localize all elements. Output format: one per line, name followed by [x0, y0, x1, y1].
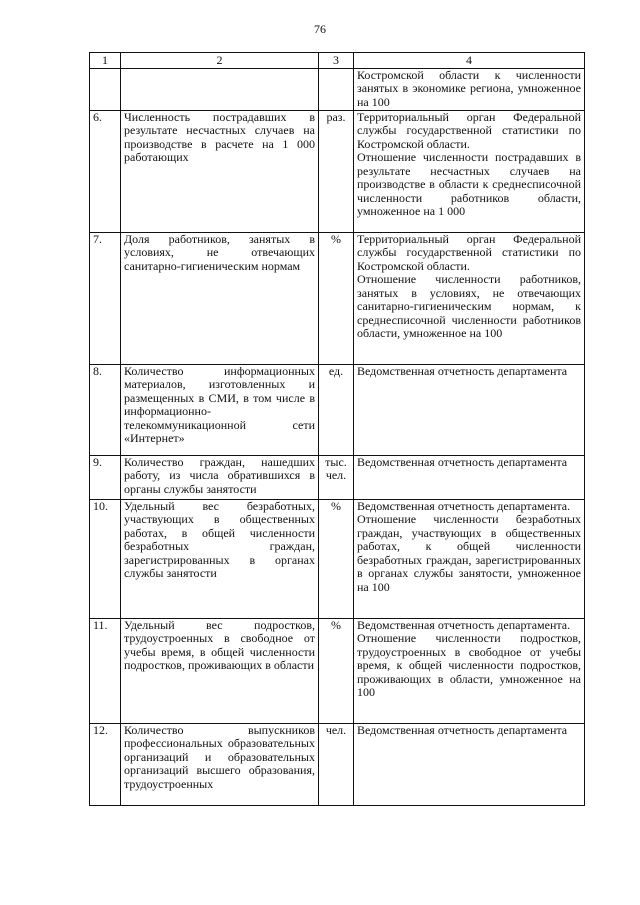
- source-cell: [354, 618, 585, 723]
- unit-cell: раз.: [319, 110, 354, 232]
- source-text: Ведомственная отчетность департамента: [357, 722, 568, 737]
- unit-cell: [319, 68, 354, 110]
- indicator-name: [121, 68, 319, 110]
- row-number: 8.: [90, 364, 121, 455]
- source-text: Территориальный орган Федеральной службы государственной статистики по Костромской области.: [357, 109, 581, 151]
- row-number: 10.: [90, 499, 121, 618]
- table-row: [90, 110, 585, 232]
- unit-cell: ед.: [319, 364, 354, 455]
- source-text: Отношение численности подростков, трудоустроенных в свободное от учебы время, к общей численности подростков, проживающих в области, умноженное на 100: [357, 631, 581, 699]
- source-cell: [354, 455, 585, 499]
- source-cell: [354, 499, 585, 618]
- table-row: [90, 723, 585, 805]
- source-cell: [354, 723, 585, 805]
- unit-cell: %: [319, 232, 354, 364]
- table-row: [90, 499, 585, 618]
- indicators-table: [89, 52, 585, 806]
- row-number: 11.: [90, 618, 121, 723]
- page-number: 76: [314, 22, 326, 36]
- unit-cell: %: [319, 499, 354, 618]
- source-text: Ведомственная отчетность департамента: [357, 454, 568, 469]
- header-cell: 4: [354, 53, 585, 69]
- table-row: [90, 232, 585, 364]
- table-header-row: [90, 53, 585, 69]
- source-cell: [354, 364, 585, 455]
- row-number: 12.: [90, 723, 121, 805]
- source-text: Отношение численности пострадавших в результате несчастных случаев на производстве в области к среднесписочной численности работников области, умноженное на 1 000: [357, 150, 581, 218]
- unit-cell: чел.: [319, 723, 354, 805]
- row-number: 7.: [90, 232, 121, 364]
- table-row: [90, 68, 585, 110]
- source-text: Костромской области к численности занятых в экономике региона, умноженное на 100: [357, 67, 581, 109]
- header-cell: 2: [121, 53, 319, 69]
- source-text: Отношение численности работников, занятых в условиях, не отвечающих санитарно-гигиеническим нормам, к среднесписочной численности работников области, умноженное на 100: [357, 272, 581, 340]
- source-text: Ведомственная отчетность департамента.: [357, 498, 571, 513]
- row-number: 9.: [90, 455, 121, 499]
- indicator-name: Удельный вес безработных, участвующих в общественных работах, в общей численности безработных граждан, зарегистрированных в органах службы занятости: [121, 499, 319, 618]
- row-number: [90, 68, 121, 110]
- unit-cell: тыс. чел.: [319, 455, 354, 499]
- source-text: Ведомственная отчетность департамента.: [357, 617, 571, 632]
- indicator-name: Удельный вес подростков, трудоустроенных в свободное от учебы время, в общей численности подростков, проживающих в области: [121, 618, 319, 723]
- indicator-name: Количество выпускников профессиональных образовательных организаций и образовательных организаций высшего образования, трудоустроенных: [121, 723, 319, 805]
- source-cell: [354, 68, 585, 110]
- indicator-name: Численность пострадавших в результате несчастных случаев на производстве в расчете на 1 000 работающих: [121, 110, 319, 232]
- indicator-name: Количество граждан, нашедших работу, из числа обратившихся в органы службы занятости: [121, 455, 319, 499]
- indicator-name: Доля работников, занятых в условиях, не отвечающих санитарно-гигиеническим нормам: [121, 232, 319, 364]
- header-cell: 3: [319, 53, 354, 69]
- source-text: Территориальный орган Федеральной службы государственной статистики по Костромской области.: [357, 231, 581, 273]
- table-row: [90, 455, 585, 499]
- table-row: [90, 364, 585, 455]
- unit-cell: %: [319, 618, 354, 723]
- source-cell: [354, 110, 585, 232]
- table-row: [90, 618, 585, 723]
- row-number: 6.: [90, 110, 121, 232]
- indicator-name: Количество информационных материалов, изготовленных и размещенных в СМИ, в том числе в информационно-телекоммуникационной сети «Интернет»: [121, 364, 319, 455]
- source-text: Ведомственная отчетность департамента: [357, 363, 568, 378]
- header-cell: 1: [90, 53, 121, 69]
- source-text: Отношение численности безработных граждан, участвующих в общественных работах, к общей численности безработных граждан, зарегистрированных в органах службы занятости, умноженное на 100: [357, 512, 581, 594]
- source-cell: [354, 232, 585, 364]
